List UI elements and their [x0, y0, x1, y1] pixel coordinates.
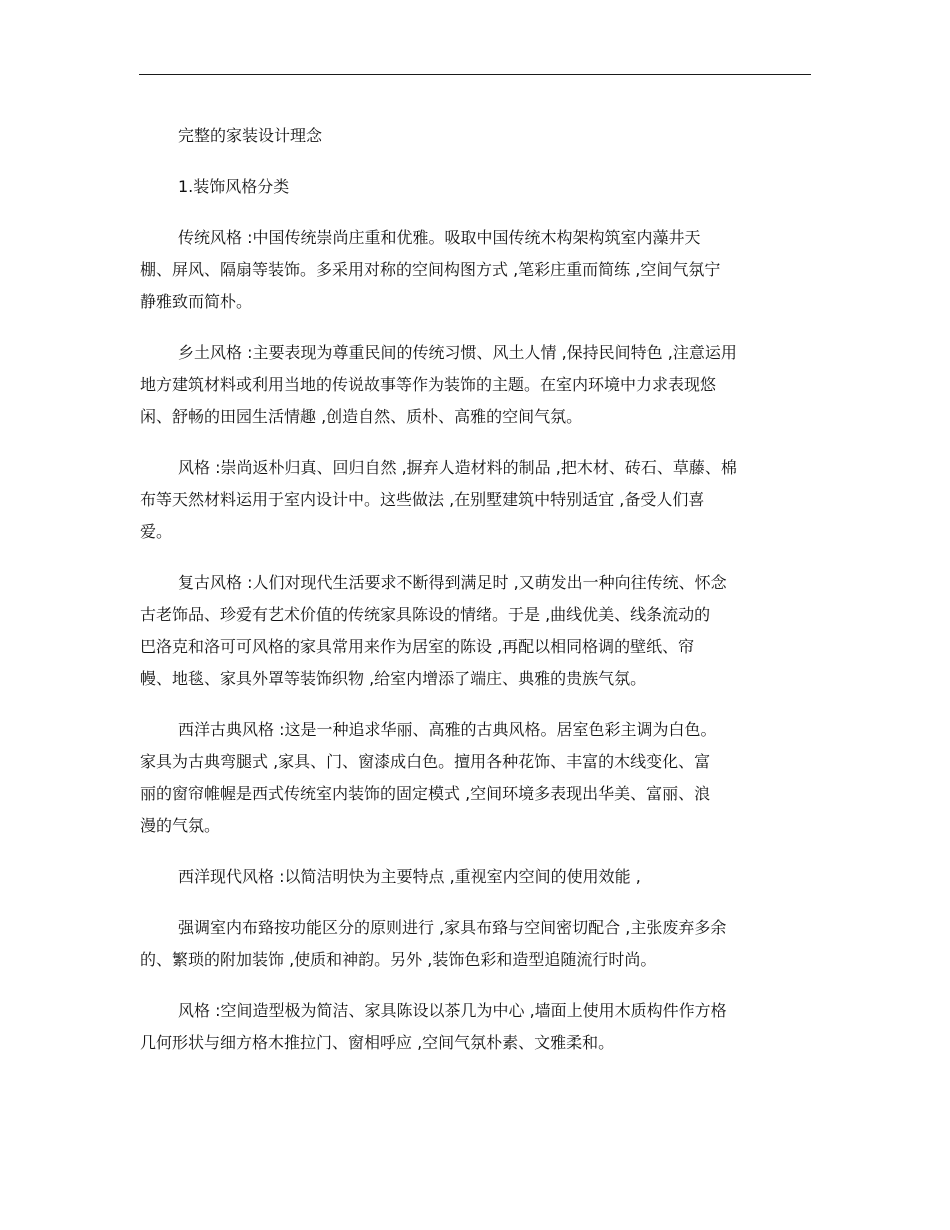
document-body	[140, 120, 812, 1078]
paragraph-retro-style	[140, 567, 812, 695]
paragraph-line: 棚、屏风、隔扇等装饰。多采用对称的空间构图方式 ,笔彩庄重而简练 ,空间气氛宁	[140, 260, 721, 279]
paragraph-line: 布等天然材料运用于室内设计中。这些做法 ,在别墅建筑中特别适宜 ,备受人们喜	[140, 490, 705, 509]
paragraph-line: 丽的窗帘帷幄是西式传统室内装饰的固定模式 ,空间环境多表现出华美、富丽、浪	[140, 784, 711, 803]
paragraph-line: 几何形状与细方格木推拉门、窗相呼应 ,空间气氛朴素、文雅柔和。	[140, 1033, 615, 1052]
paragraph-line: 爱。	[140, 522, 173, 541]
paragraph-layout-principles	[140, 912, 812, 976]
paragraph-traditional-style	[140, 222, 812, 318]
paragraph-line: 传统风格 :中国传统崇尚庄重和优雅。吸取中国传统木构架构筑室内藻井天	[178, 228, 701, 247]
paragraph-line: 幔、地毯、家具外罩等装饰织物 ,给室内增添了端庄、典雅的贵族气氛。	[140, 669, 647, 688]
paragraph-line: 复古风格 :人们对现代生活要求不断得到满足时 ,又萌发出一种向往传统、怀念	[178, 573, 727, 592]
paragraph-western-modern-style	[140, 861, 812, 893]
paragraph-line: 静雅致而简朴。	[140, 292, 253, 311]
paragraph-line: 巴洛克和洛可可风格的家具常用来作为居室的陈设 ,再配以相同格调的壁纸、帘	[140, 637, 695, 656]
paragraph-rural-style	[140, 337, 812, 433]
paragraph-simple-style	[140, 995, 812, 1059]
paragraph-natural-style	[140, 452, 812, 548]
paragraph-line: 强调室内布臵按功能区分的原则进行 ,家具布臵与空间密切配合 ,主张废弃多余	[178, 918, 727, 937]
paragraph-line: 乡土风格 :主要表现为尊重民间的传统习惯、风土人情 ,保持民间特色 ,注意运用	[178, 343, 737, 362]
paragraph-line: 风格 :崇尚返朴归真、回归自然 ,摒弃人造材料的制品 ,把木材、砖石、草藤、棉	[178, 458, 737, 477]
paragraph-western-classical-style	[140, 714, 812, 842]
paragraph-line: 闲、舒畅的田园生活情趣 ,创造自然、质朴、高雅的空间气氛。	[140, 407, 583, 426]
paragraph-line: 西洋古典风格 :这是一种追求华丽、高雅的古典风格。居室色彩主调为白色。	[178, 720, 717, 739]
document-title: 完整的家装设计理念	[178, 126, 323, 145]
paragraph-line: 家具为古典弯腿式 ,家具、门、窗漆成白色。擅用各种花饰、丰富的木线变化、富	[140, 752, 711, 771]
paragraph-line: 风格 :空间造型极为简洁、家具陈设以茶几为中心 ,墙面上使用木质构件作方格	[178, 1001, 727, 1020]
paragraph-line: 漫的气氛。	[140, 816, 221, 835]
paragraph-line: 西洋现代风格 :以简洁明快为主要特点 ,重视室内空间的使用效能 ,	[178, 867, 641, 886]
paragraph-line: 的、繁琐的附加装饰 ,使质和神韵。另外 ,装饰色彩和造型追随流行时尚。	[140, 950, 657, 969]
paragraph-line: 古老饰品、珍爱有艺术价值的传统家具陈设的情绪。于是 ,曲线优美、线条流动的	[140, 605, 711, 624]
section-heading: 1.装饰风格分类	[178, 177, 290, 196]
paragraph-line: 地方建筑材料或利用当地的传说故事等作为装饰的主题。在室内环境中力求表现悠	[140, 375, 717, 394]
header-rule	[139, 74, 811, 75]
